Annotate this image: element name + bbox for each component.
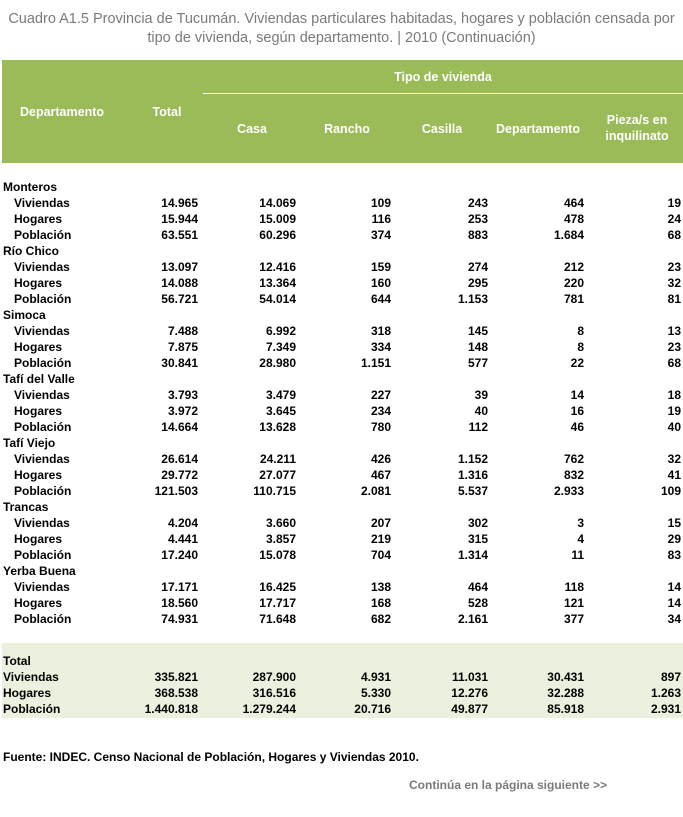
table-cell: 148 <box>467 340 488 354</box>
table-cell: 109 <box>660 484 681 498</box>
department-name: Río Chico <box>3 244 59 258</box>
department-name: Trancas <box>3 500 49 514</box>
table-cell: 5.537 <box>457 484 488 498</box>
header-divider <box>203 93 683 94</box>
table-cell: 3.645 <box>265 404 296 418</box>
title-line-1: Cuadro A1.5 Provincia de Tucumán. Viviendas particulares habitadas, hogares y población censada por <box>8 11 675 27</box>
table-cell: 121 <box>563 596 584 610</box>
row-label: Hogares <box>14 340 63 354</box>
department-name: Tafí Viejo <box>3 436 56 450</box>
table-cell: 11 <box>571 548 584 562</box>
total-cell: 287.900 <box>252 670 296 684</box>
table-cell: 14 <box>570 388 584 402</box>
header-casa: Casa <box>237 122 267 136</box>
table-cell: 81 <box>667 292 681 306</box>
header-total: Total <box>152 105 182 119</box>
table-cell: 3 <box>577 516 584 530</box>
table-cell: 2.081 <box>360 484 391 498</box>
table-cell: 27.077 <box>259 468 296 482</box>
table-cell: 528 <box>467 596 488 610</box>
table-cell: 302 <box>467 516 488 530</box>
total-cell: 316.516 <box>252 686 296 700</box>
table-cell: 56.721 <box>161 292 198 306</box>
row-label: Hogares <box>14 468 63 482</box>
table-cell: 26.614 <box>161 452 198 466</box>
row-label: Hogares <box>14 404 63 418</box>
table-cell: 274 <box>467 260 488 274</box>
row-label: Viviendas <box>14 388 70 402</box>
total-cell: 85.918 <box>547 702 584 716</box>
table-cell: 109 <box>370 196 391 210</box>
table-cell: 14.664 <box>161 420 198 434</box>
header-departamento-tipo: Departamento <box>495 122 581 136</box>
total-cell: 12.276 <box>451 686 488 700</box>
table-cell: 13.364 <box>259 276 296 290</box>
table-cell: 14.088 <box>161 276 198 290</box>
row-label: Viviendas <box>14 196 70 210</box>
total-cell: 2.931 <box>650 702 681 716</box>
table-cell: 32 <box>667 276 681 290</box>
total-cell: 20.716 <box>354 702 391 716</box>
total-cell: 4.931 <box>360 670 391 684</box>
title-line-2: tipo de vivienda, según departamento. | 2010 (Continuación) <box>147 30 536 46</box>
table-cell: 160 <box>370 276 391 290</box>
table-cell: 112 <box>468 420 488 434</box>
table-cell: 4.441 <box>167 532 198 546</box>
table-cell: 212 <box>563 260 584 274</box>
row-label: Viviendas <box>14 452 70 466</box>
table-cell: 6.992 <box>265 324 296 338</box>
table-cell: 46 <box>570 420 584 434</box>
total-cell: 1.263 <box>650 686 681 700</box>
table-header <box>2 60 683 163</box>
table-cell: 13.097 <box>161 260 198 274</box>
table-cell: 682 <box>370 612 391 626</box>
table-cell: 16.425 <box>259 580 296 594</box>
table-cell: 1.314 <box>457 548 488 562</box>
total-cell: 32.288 <box>547 686 584 700</box>
table-cell: 220 <box>563 276 584 290</box>
table-cell: 577 <box>467 356 488 370</box>
table-cell: 15.009 <box>259 212 296 226</box>
table-cell: 426 <box>370 452 391 466</box>
table-cell: 14.069 <box>259 196 296 210</box>
table-cell: 377 <box>563 612 584 626</box>
table-cell: 883 <box>467 228 488 242</box>
header-casilla: Casilla <box>421 122 463 136</box>
table-cell: 14.965 <box>161 196 198 210</box>
table-cell: 40 <box>474 404 488 418</box>
row-label: Población <box>14 228 72 242</box>
table-cell: 1.684 <box>553 228 584 242</box>
table-cell: 16 <box>570 404 584 418</box>
table-cell: 467 <box>370 468 391 482</box>
row-label: Población <box>14 548 72 562</box>
table-cell: 3.857 <box>265 532 296 546</box>
table-cell: 15.078 <box>259 548 296 562</box>
header-rancho: Rancho <box>324 122 370 136</box>
table-cell: 334 <box>370 340 391 354</box>
table-cell: 318 <box>370 324 391 338</box>
source-note: Fuente: INDEC. Censo Nacional de Población, Hogares y Viviendas 2010. <box>3 750 419 764</box>
table-cell: 118 <box>564 580 584 594</box>
table-cell: 54.014 <box>259 292 296 306</box>
table-cell: 14 <box>667 596 681 610</box>
header-departamento: Departamento <box>19 105 105 119</box>
table-cell: 13 <box>667 324 681 338</box>
table-cell: 3.972 <box>167 404 198 418</box>
table-cell: 63.551 <box>161 228 198 242</box>
total-row-label: Población <box>3 702 61 716</box>
table-cell: 32 <box>667 452 681 466</box>
department-name: Yerba Buena <box>3 564 76 578</box>
table-cell: 219 <box>370 532 391 546</box>
table-cell: 374 <box>370 228 391 242</box>
row-label: Población <box>14 420 72 434</box>
table-cell: 41 <box>667 468 681 482</box>
table-cell: 17.240 <box>161 548 198 562</box>
table-cell: 7.349 <box>265 340 296 354</box>
table-cell: 1.153 <box>457 292 488 306</box>
department-name: Simoca <box>3 308 46 322</box>
row-label: Población <box>14 356 72 370</box>
total-cell: 368.538 <box>154 686 198 700</box>
row-label: Población <box>14 292 72 306</box>
table-cell: 832 <box>563 468 584 482</box>
table-cell: 40 <box>667 420 681 434</box>
total-row-label: Viviendas <box>3 670 59 684</box>
table-cell: 18 <box>667 388 681 402</box>
table-cell: 110.715 <box>253 484 296 498</box>
table-cell: 15.944 <box>161 212 198 226</box>
table-cell: 24.211 <box>259 452 296 466</box>
table-title <box>0 10 683 48</box>
row-label: Población <box>14 612 72 626</box>
department-name: Tafí del Valle <box>3 372 75 386</box>
table-cell: 8 <box>577 324 584 338</box>
total-cell: 11.031 <box>451 670 488 684</box>
table-cell: 68 <box>667 356 681 370</box>
table-cell: 3.793 <box>167 388 198 402</box>
row-label: Viviendas <box>14 516 70 530</box>
table-cell: 15 <box>667 516 681 530</box>
table-cell: 29.772 <box>161 468 198 482</box>
table-cell: 8 <box>577 340 584 354</box>
table-cell: 39 <box>474 388 488 402</box>
table-cell: 83 <box>667 548 681 562</box>
table-cell: 121.503 <box>154 484 198 498</box>
header-tipo-vivienda: Tipo de vivienda <box>394 70 492 84</box>
total-cell: 1.440.818 <box>144 702 198 716</box>
table-cell: 34 <box>667 612 681 626</box>
table-cell: 13.628 <box>259 420 296 434</box>
table-cell: 24 <box>667 212 681 226</box>
table-cell: 1.316 <box>457 468 488 482</box>
table-cell: 12.416 <box>259 260 296 274</box>
table-cell: 3.479 <box>265 388 296 402</box>
table-cell: 1.152 <box>457 452 488 466</box>
total-row-label: Hogares <box>3 686 52 700</box>
row-label: Hogares <box>14 596 63 610</box>
table-cell: 1.151 <box>360 356 391 370</box>
table-cell: 253 <box>467 212 488 226</box>
row-label: Hogares <box>14 212 63 226</box>
table-cell: 168 <box>370 596 391 610</box>
header-pieza-line2: inquilinato <box>605 129 669 143</box>
table-cell: 295 <box>467 276 488 290</box>
table-cell: 30.841 <box>161 356 198 370</box>
table-cell: 227 <box>370 388 391 402</box>
table-cell: 19 <box>667 196 681 210</box>
row-label: Hogares <box>14 532 63 546</box>
table-cell: 17.717 <box>259 596 296 610</box>
table-cell: 7.488 <box>167 324 198 338</box>
department-name: Monteros <box>3 180 57 194</box>
table-cell: 4 <box>577 532 584 546</box>
table-cell: 7.875 <box>167 340 198 354</box>
total-cell: 49.877 <box>451 702 488 716</box>
continue-note: Continúa en la página siguiente >> <box>409 778 608 792</box>
table-cell: 19 <box>667 404 681 418</box>
total-cell: 5.330 <box>360 686 391 700</box>
header-pieza-line1: Pieza/s en <box>606 113 668 127</box>
table-cell: 243 <box>467 196 488 210</box>
table-cell: 3.660 <box>265 516 296 530</box>
table-cell: 28.980 <box>259 356 296 370</box>
table-cell: 464 <box>563 196 584 210</box>
table-cell: 145 <box>467 324 488 338</box>
total-cell: 335.821 <box>154 670 198 684</box>
table-cell: 762 <box>563 452 584 466</box>
row-label: Viviendas <box>14 324 70 338</box>
table-cell: 17.171 <box>161 580 198 594</box>
table-cell: 315 <box>467 532 488 546</box>
table-cell: 2.161 <box>457 612 488 626</box>
table-cell: 159 <box>370 260 391 274</box>
table-cell: 116 <box>371 212 391 226</box>
table-cell: 74.931 <box>161 612 198 626</box>
table-cell: 68 <box>667 228 681 242</box>
table-cell: 4.204 <box>167 516 198 530</box>
table-cell: 14 <box>667 580 681 594</box>
table-cell: 60.296 <box>259 228 296 242</box>
table-cell: 71.648 <box>259 612 296 626</box>
table-cell: 644 <box>370 292 391 306</box>
table-cell: 478 <box>563 212 584 226</box>
table-cell: 22 <box>570 356 584 370</box>
total-cell: 897 <box>660 670 681 684</box>
row-label: Viviendas <box>14 580 70 594</box>
table-cell: 18.560 <box>161 596 198 610</box>
row-label: Población <box>14 484 72 498</box>
table-cell: 23 <box>667 340 681 354</box>
row-label: Hogares <box>14 276 63 290</box>
total-name: Total <box>3 654 31 668</box>
table-cell: 234 <box>370 404 391 418</box>
header-pieza <box>592 112 682 144</box>
row-label: Viviendas <box>14 260 70 274</box>
total-cell: 1.279.244 <box>242 702 296 716</box>
table-cell: 780 <box>370 420 391 434</box>
table-cell: 138 <box>370 580 391 594</box>
table-cell: 781 <box>563 292 584 306</box>
table-cell: 464 <box>467 580 488 594</box>
table-cell: 2.933 <box>553 484 584 498</box>
table-cell: 29 <box>667 532 681 546</box>
total-cell: 30.431 <box>547 670 584 684</box>
table-cell: 23 <box>667 260 681 274</box>
table-cell: 704 <box>370 548 391 562</box>
table-cell: 207 <box>370 516 391 530</box>
